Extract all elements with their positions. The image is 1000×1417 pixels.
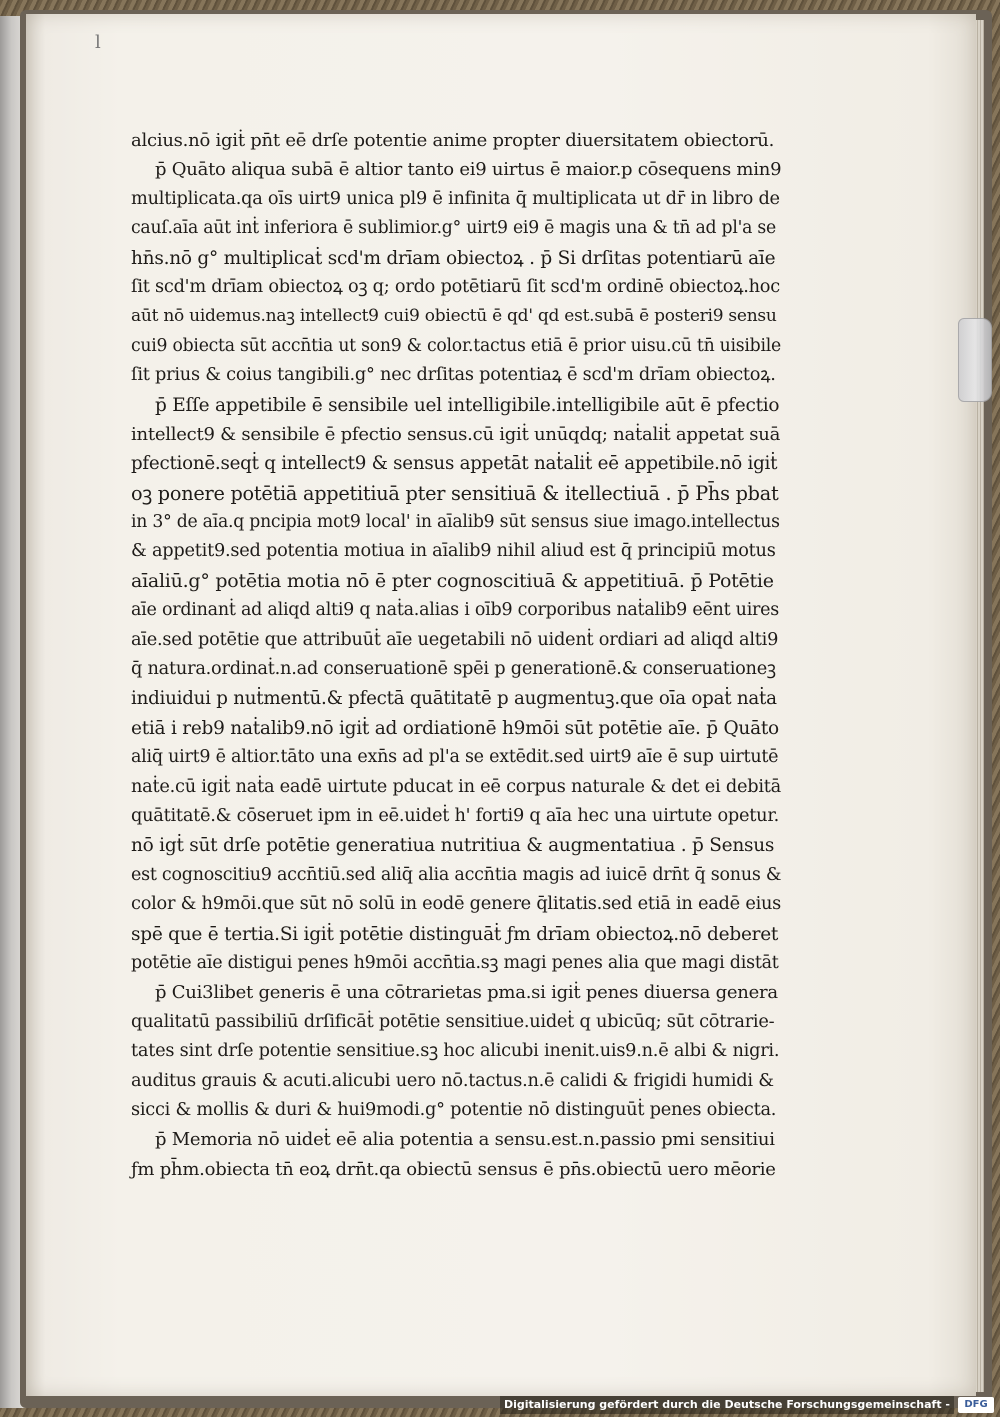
text-line: tates sint drſe potentie sensitiue.sꝫ hoc alicubi inenit.uis9.n.ē albi & nigri. [131,1041,780,1062]
text-line: oꝫ ponere potētiā appetitiuā pter sensitiuā & itellectiuā . p̄ Ph̄s pbat [131,481,779,505]
text-line: p̄ Eſſe appetibile ē sensibile uel intelligibile.intelligibile aūt ē pfectio [155,394,780,416]
text-line: & appetit9.sed potentia motiua in aīalib9 nihil aliud est q̄ principiū motus [131,541,776,562]
digitization-credit: Digitalisierung gefördert durch die Deutsche Forschungsgemeinschaft - [500,1396,954,1414]
text-line: cui9 obiecta sūt accn̄tia ut son9 & color.tactus etiā ē prior uisu.cū tn̄ uisibile [131,335,781,356]
page-corner-mark: l [95,32,101,53]
text-line: aūt nō uidemus.naꝫ intellect9 cui9 obiectū ē qd' qd est.subā ē posteri9 sensu [131,306,777,327]
text-line: p̄ Cui3libet generis ē una cōtrarietas pma.si igiṫ penes diuersa genera [155,982,778,1004]
text-line: naṫe.cū igiṫ naṫa eadē uirtute pducat in eē corpus naturale & det ei debitā [131,776,781,797]
text-line: color & h9mōi.que sūt nō solū in eodē genere q̄litatis.sed etiā in eadē eius [131,894,782,915]
text-line: ƒm ph̄m.obiecta tn̄ eoꝝ drn̄t.qa obiectū sensus ē pn̄s.obiectū uero mēorie [131,1158,776,1180]
text-line: cauſ.aīa aūt inṫ inferiora ē sublimior.g° uirt9 ei9 ē magis una & tn̄ ad pl'a se [131,218,776,239]
text-line: auditus grauis & acuti.alicubi uero nō.tactus.n.ē calidi & frigidi humidi & [131,1070,774,1091]
dfg-logo: DFG [958,1397,994,1413]
text-line: qualitatū passibiliū drſificāṫ potētie sensitiue.uideṫ q ubicūq; sūt cōtrarie- [131,1011,775,1032]
text-line: nō igṫ sūt drſe potētie generatiua nutritiua & augmentatiua . p̄ Sensus [131,835,775,857]
text-line: aīe.sed potētie que attribuūṫ aīe uegetabili nō uidenṫ ordiari ad aliqd alti9 [131,629,779,650]
printed-text-block [131,126,781,1184]
text-line: aliq̄ uirt9 ē altior.tāto una exn̄s ad pl'a se extēdit.sed uirt9 aīe ē sup uirtutē [131,747,779,768]
text-line: aīaliū.g° potētia motia nō ē pter cognoscitiuā & appetitiuā. p̄ Potētie [131,569,774,592]
text-line: etiā i reb9 naṫalib9.nō igiṫ ad ordiationē h9mōi sūt potētie aīe. p̄ Quāto [131,717,779,739]
text-line: p̄ Memoria nō uideṫ eē alia potentia a sensu.est.n.passio pmi sensitiui [155,1129,775,1151]
text-line: ſit prius & coius tangibili.g° nec drſitas potentiaꝝ ē scd'm drīam obiectoꝝ. [131,365,776,386]
text-line: indiuidui p nuṫmentū.& pfectā quātitatē p augmentuꝫ.que oīa opaṫ naṫa [131,688,777,710]
page-clip [958,318,992,402]
text-line: sicci & mollis & duri & hui9modi.g° potentie nō distinguūṫ penes obiecta. [131,1099,777,1120]
text-line: hn̄s.nō g° multiplicaṫ scd'm drīam obiectoꝝ . p̄ Si drſitas potentiarū aīe [131,247,776,269]
text-line: in 3° de aīa.q pncipia mot9 local' in aīalib9 sūt sensus siue imago.intellectus [131,512,780,533]
text-line: multiplicata.qa oīs uirt9 unica pl9 ē infinita q̄ multiplicata ut dr̄ in libro de [131,188,780,209]
text-line: q̄ natura.ordinaṫ.n.ad conseruationē spēi p generationē.& conseruationeꝫ [131,659,776,680]
text-line: aīe ordinanṫ ad aliqd alti9 q naṫa.alias i oīb9 corporibus naṫalib9 eēnt uires [131,600,779,621]
text-line: est cognoscitiu9 accn̄tiū.sed aliq̄ alia accn̄tia magis ad iuicē drn̄t q̄ sonus & [131,864,782,885]
text-line: ſit scd'm drīam obiectoꝝ oꝫ q; ordo potētiarū ſit scd'm ordinē obiectoꝝ.hoc [131,276,780,297]
text-line: spē que ē tertia.Si igiṫ potētie distinguāṫ ƒm drīam obiectoꝝ.nō deberet [131,923,779,945]
text-line: potētie aīe distigui penes h9mōi accn̄tia.sꝫ magi penes alia que magi distāt [131,952,779,973]
text-line: pfectionē.seqṫ q intellect9 & sensus appetāt naṫaliṫ eē appetibile.nō igiṫ [131,453,778,475]
text-line: intellect9 & sensibile ē pfectio sensus.cū igiṫ unūqdq; naṫaliṫ appetat suā [131,423,781,445]
text-line: alcius.nō igiṫ pn̄t eē drſe potentie anime propter diuersitatem obiectorū. [131,130,775,151]
text-line: quātitatē.& cōseruet ipm in eē.uideṫ h' forti9 q aīa hec una uirtute opetur. [131,805,779,826]
text-line: p̄ Quāto aliqua subā ē altior tanto ei9 uirtus ē maior.p cōsequens min9 [155,159,782,181]
